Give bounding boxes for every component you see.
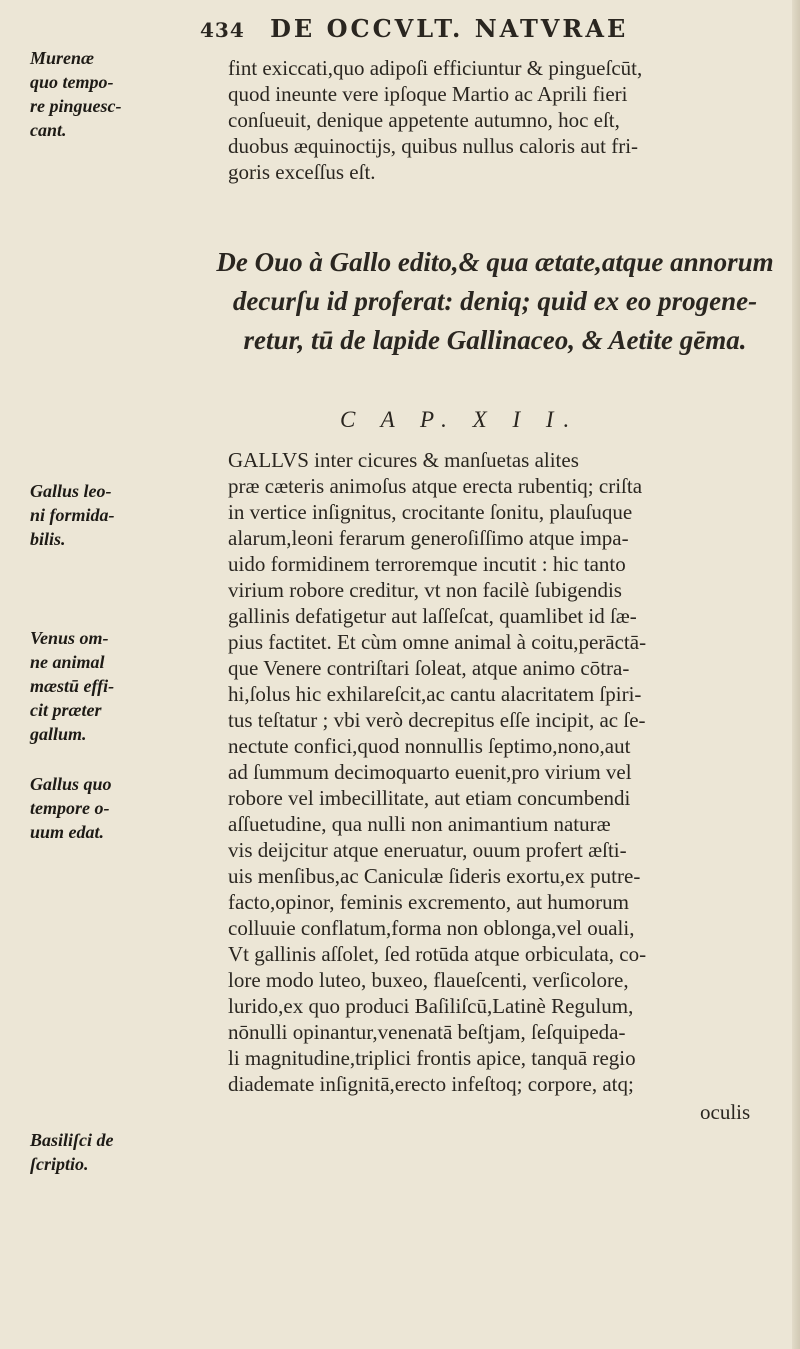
text-line: nectute confici,quod nonnullis ſeptimo,nono,aut: [228, 734, 631, 758]
text-line: diademate inſignitā,erecto infeſtoq; corpore, atq;: [228, 1072, 634, 1096]
margin-note-gallus-ouum: [30, 772, 190, 844]
text-line: duobus æquinoctijs, quibus nullus caloris aut fri-: [228, 134, 639, 158]
margin-note-line: ſcriptio.: [30, 1154, 89, 1174]
heading-line: decurſu id proferat: deniq; quid ex eo progene-: [232, 286, 758, 316]
margin-note-line: gallum.: [30, 724, 87, 744]
text-line: aſſuetudine, qua nulli non animantium naturæ: [228, 812, 611, 836]
text-line: lurido,ex quo produci Baſiliſcū,Latinè Regulum,: [228, 994, 634, 1018]
margin-note-line: Murenæ: [30, 48, 95, 68]
margin-note-line: re pinguesc-: [30, 96, 122, 116]
margin-note-basilisci: [30, 1128, 190, 1176]
text-line: alarum,leoni ferarum generoſiſſimo atque impa-: [228, 526, 629, 550]
margin-note-line: Basiliſci de: [30, 1130, 114, 1150]
text-line: præ cæteris animoſus atque erecta rubentiq; criſta: [228, 474, 643, 498]
text-line: hi,ſolus hic exhilareſcit,ac cantu alacritatem ſpiri-: [228, 682, 642, 706]
text-line: GALLVS inter cicures & manſuetas alites: [228, 448, 579, 472]
text-line: que Venere contriſtari ſoleat, atque animo cōtra-: [228, 656, 630, 680]
text-line: li magnitudine,triplici frontis apice, tanquā regio: [228, 1046, 636, 1070]
heading-line: De Ouo à Gallo edito,& qua ætate,atque annorum: [216, 247, 774, 277]
page-edge-shadow: [792, 0, 800, 1349]
text-line: quod ineunte vere ipſoque Martio ac Aprili fieri: [228, 82, 628, 106]
text-line: tus teſtatur ; vbi verò decrepitus eſſe incipit, ac ſe-: [228, 708, 646, 732]
text-line: uido formidinem terroremque incutit : hic tanto: [228, 552, 626, 576]
margin-note-line: ne animal: [30, 652, 105, 672]
text-line: uis menſibus,ac Caniculæ ſideris exortu,ex putre-: [228, 864, 641, 888]
text-line: robore vel imbecillitate, aut etiam concumbendi: [228, 786, 631, 810]
text-line: facto,opinor, feminis excremento, aut humorum: [228, 890, 629, 914]
margin-note-line: quo tempo-: [30, 72, 114, 92]
page-number: 434: [200, 18, 245, 42]
margin-note-line: cit præter: [30, 700, 102, 720]
text-line: fint exiccati,quo adipoſi efficiuntur & pingueſcūt,: [228, 56, 643, 80]
text-line: lore modo luteo, buxeo, flaueſcenti, verſicolore,: [228, 968, 629, 992]
text-line: virium robore creditur, vt non facilè ſubigendis: [228, 578, 622, 602]
margin-note-line: tempore o-: [30, 798, 110, 818]
text-line: gallinis defatigetur aut laſſeſcat, quamlibet id ſæ-: [228, 604, 637, 628]
page-header: [200, 14, 628, 43]
text-line: ad ſummum decimoquarto euenit,pro virium vel: [228, 760, 632, 784]
margin-note-gallus-leoni: [30, 479, 190, 551]
text-line: goris exceſſus eſt.: [228, 160, 376, 184]
text-line: vis deijcitur atque eneruatur, ouum profert æſti-: [228, 838, 627, 862]
margin-note-line: mæstū effi-: [30, 676, 115, 696]
text-line: colluuie conflatum,forma non oblonga,vel ouali,: [228, 916, 635, 940]
text-line: Vt gallinis aſſolet, ſed rotūda atque orbiculata, co-: [228, 942, 647, 966]
text-line: conſueuit, denique appetente autumno, hoc eſt,: [228, 108, 620, 132]
margin-note-line: Venus om-: [30, 628, 109, 648]
text-line: in vertice inſignitus, crocitante ſonitu, plauſuque: [228, 500, 633, 524]
running-title: DE OCCVLT. NATVRAE: [270, 14, 629, 43]
margin-note-venus: [30, 626, 190, 746]
chapter-label: C A P. X I I.: [340, 407, 580, 432]
margin-note-line: bilis.: [30, 529, 66, 549]
margin-note-line: uum edat.: [30, 822, 105, 842]
margin-note-line: ni formida-: [30, 505, 115, 525]
text-line: pius factitet. Et cùm omne animal à coitu,perāctā-: [228, 630, 647, 654]
margin-note-murenae: [30, 46, 190, 142]
catchword: oculis: [700, 1100, 751, 1124]
margin-note-line: Gallus leo-: [30, 481, 112, 501]
text-line: nōnulli opinantur,venenatā beſtjam, ſeſquipeda-: [228, 1020, 626, 1044]
heading-line: retur, tū de lapide Gallinaceo, & Aetite gēma.: [243, 325, 747, 355]
margin-note-line: Gallus quo: [30, 774, 112, 794]
margin-note-line: cant.: [30, 120, 67, 140]
